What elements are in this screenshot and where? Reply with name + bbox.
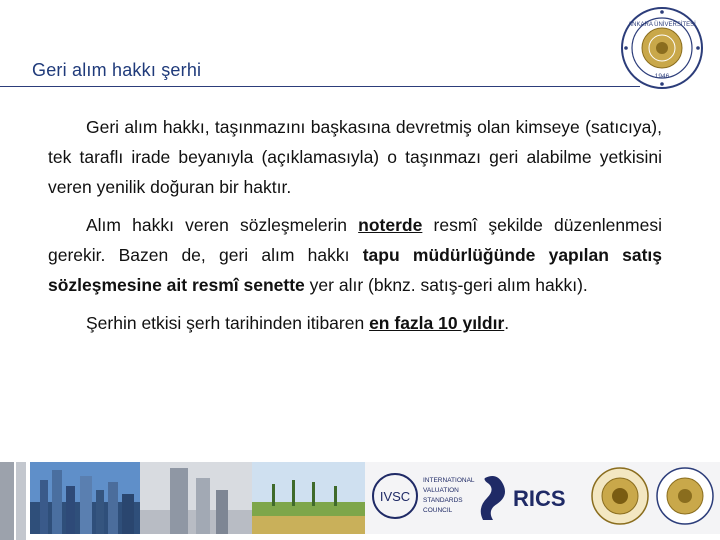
university-seal-small-logo <box>657 468 713 524</box>
svg-text:RICS: RICS <box>513 486 566 511</box>
slide-body <box>48 112 662 346</box>
footer-logos <box>365 462 720 534</box>
svg-text:VALUATION: VALUATION <box>423 487 459 494</box>
noterde-emphasis: noterde <box>358 215 423 235</box>
landscape-photo <box>252 462 365 534</box>
title-rule <box>0 86 640 87</box>
footer-bar-left-2 <box>16 462 26 540</box>
tower-photo <box>140 462 252 534</box>
tapu-emphasis: tapu müdürlüğünde yapılan satış sözleşmesine ait resmî senette <box>48 245 663 295</box>
gold-seal-logo <box>592 468 648 524</box>
svg-text:STANDARDS: STANDARDS <box>423 497 463 504</box>
slide-title: Geri alım hakkı şerhi <box>32 60 202 80</box>
footer-bar-left <box>0 462 14 540</box>
svg-text:INTERNATIONAL: INTERNATIONAL <box>423 477 475 484</box>
svg-text:IVSC: IVSC <box>379 489 411 504</box>
city-skyline-photo <box>30 462 140 534</box>
paragraph-2: Alım hakkı veren sözleşmelerin noterde resmî şekilde düzenlenmesi gerekir. Bazen de, geri alım hakkı tapu müdürlüğünde yapılan satış sözleşmesine ait resmî senette yer alır (bknz. satış-geri alım hakkı). <box>48 215 663 295</box>
svg-text:1946: 1946 <box>654 73 670 80</box>
university-seal-logo <box>620 6 704 90</box>
paragraph-3: Şerhin etkisi şerh tarihinden itibaren en fazla 10 yıldır. <box>86 313 510 333</box>
paragraph-1: Geri alım hakkı, taşınmazını başkasına devretmiş olan kimseye (satıcıya), tek taraflı irade beyanıyla (açıklamasıyla) o taşınmazı geri alabilme yetkisini veren yenilik doğuran bir haktır. <box>48 117 662 197</box>
svg-text:ANKARA ÜNİVERSİTESİ: ANKARA ÜNİVERSİTESİ <box>628 22 696 28</box>
svg-text:COUNCIL: COUNCIL <box>423 507 453 514</box>
ten-years-emphasis: en fazla 10 yıldır <box>369 313 505 333</box>
